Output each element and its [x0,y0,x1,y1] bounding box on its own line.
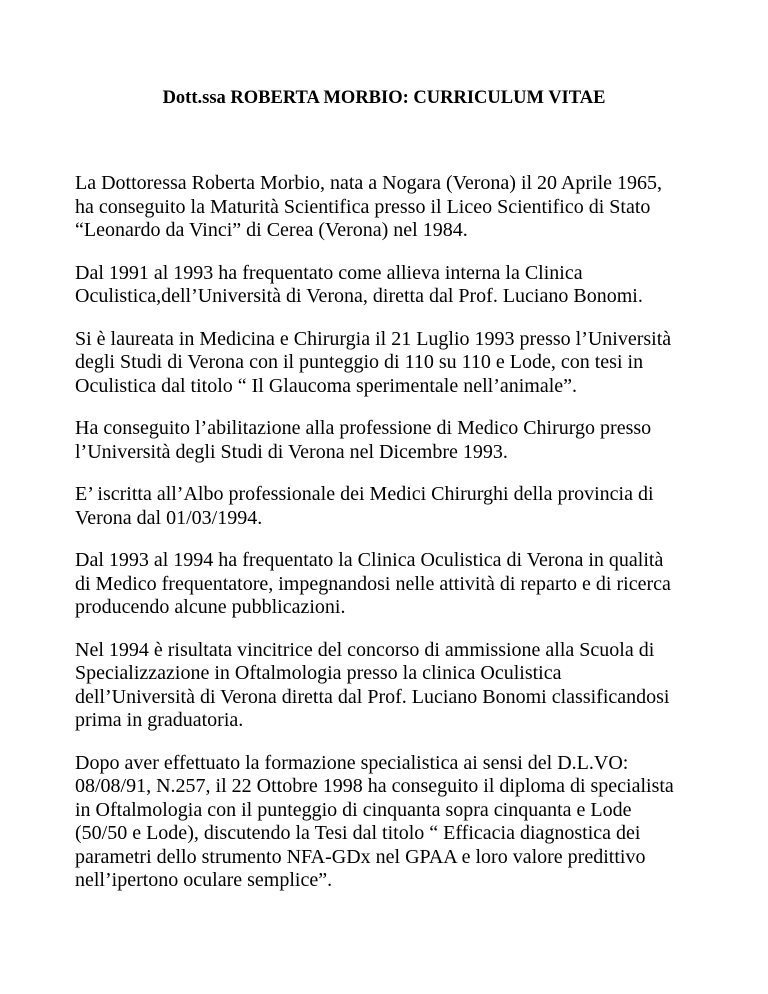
text-line: producendo alcune pubblicazioni. [75,596,346,618]
document-body [75,172,715,912]
text-line: Dal 1993 al 1994 ha frequentato la Clinica Oculistica di Verona in qualità [75,549,664,571]
text-line: l’Università degli Studi di Verona nel Dicembre 1993. [75,440,508,463]
text-line: Oculistica,dell’Università di Verona, diretta dal Prof. Luciano Bonomi. [75,285,643,307]
paragraph-internship [75,262,715,309]
text-line: prima in graduatoria. [75,709,244,731]
text-line: (50/50 e Lode), discutendo la Tesi dal titolo “ Efficacia diagnostica dei [75,822,641,844]
paragraph-clinic-attendance [75,549,715,620]
text-line: dell’Università di Verona diretta dal Prof. Luciano Bonomi classificandosi [75,685,670,708]
paragraph-registration [75,483,715,530]
text-line: Ha conseguito l’abilitazione alla professione di Medico Chirurgo presso [75,417,652,439]
paragraph-degree [75,328,715,399]
text-line: degli Studi di Verona con il punteggio di 110 su 110 e Lode, con tesi in [75,351,644,373]
text-line: “Leonardo da Vinci” di Cerea (Verona) nel 1984. [75,219,468,241]
text-line: Verona dal 01/03/1994. [75,506,263,529]
paragraph-qualification [75,417,715,464]
text-line: La Dottoressa Roberta Morbio, nata a Nogara (Verona) il 20 Aprile 1965, [75,172,663,194]
paragraph-specialization-diploma [75,752,715,893]
text-line: parametri dello strumento NFA-GDx nel GPAA e loro valore predittivo [75,845,646,868]
paragraph-birth-education [75,172,715,243]
text-line: Dopo aver effettuato la formazione specialistica ai sensi del D.L.VO: [75,751,629,774]
text-line: Dal 1991 al 1993 ha frequentato come allieva interna la Clinica [75,261,583,284]
paragraph-specialization-admission [75,639,715,733]
text-line: Specializzazione in Oftalmologia presso la clinica Oculistica [75,662,562,684]
document-title: Dott.ssa ROBERTA MORBIO: CURRICULUM VITAE [162,88,606,108]
text-line: 08/08/91, N.257, il 22 Ottobre 1998 ha conseguito il diploma di specialista [75,775,674,797]
text-line: Nel 1994 è risultata vincitrice del concorso di ammissione alla Scuola di [75,638,655,661]
text-line: E’ iscritta all’Albo professionale dei Medici Chirurghi della provincia di [75,483,654,505]
text-line: Oculistica dal titolo “ Il Glaucoma sperimentale nell’animale”. [75,374,578,397]
text-line: di Medico frequentatore, impegnandosi nelle attività di reparto e di ricerca [75,572,671,595]
text-line: nell’ipertono oculare semplice”. [75,869,333,891]
text-line: ha conseguito la Maturità Scientifica presso il Liceo Scientifico di Stato [75,195,651,218]
text-line: Si è laureata in Medicina e Chirurgia il 21 Luglio 1993 presso l’Università [75,327,672,350]
text-line: in Oftalmologia con il punteggio di cinquanta sopra cinquanta e Lode [75,798,632,821]
